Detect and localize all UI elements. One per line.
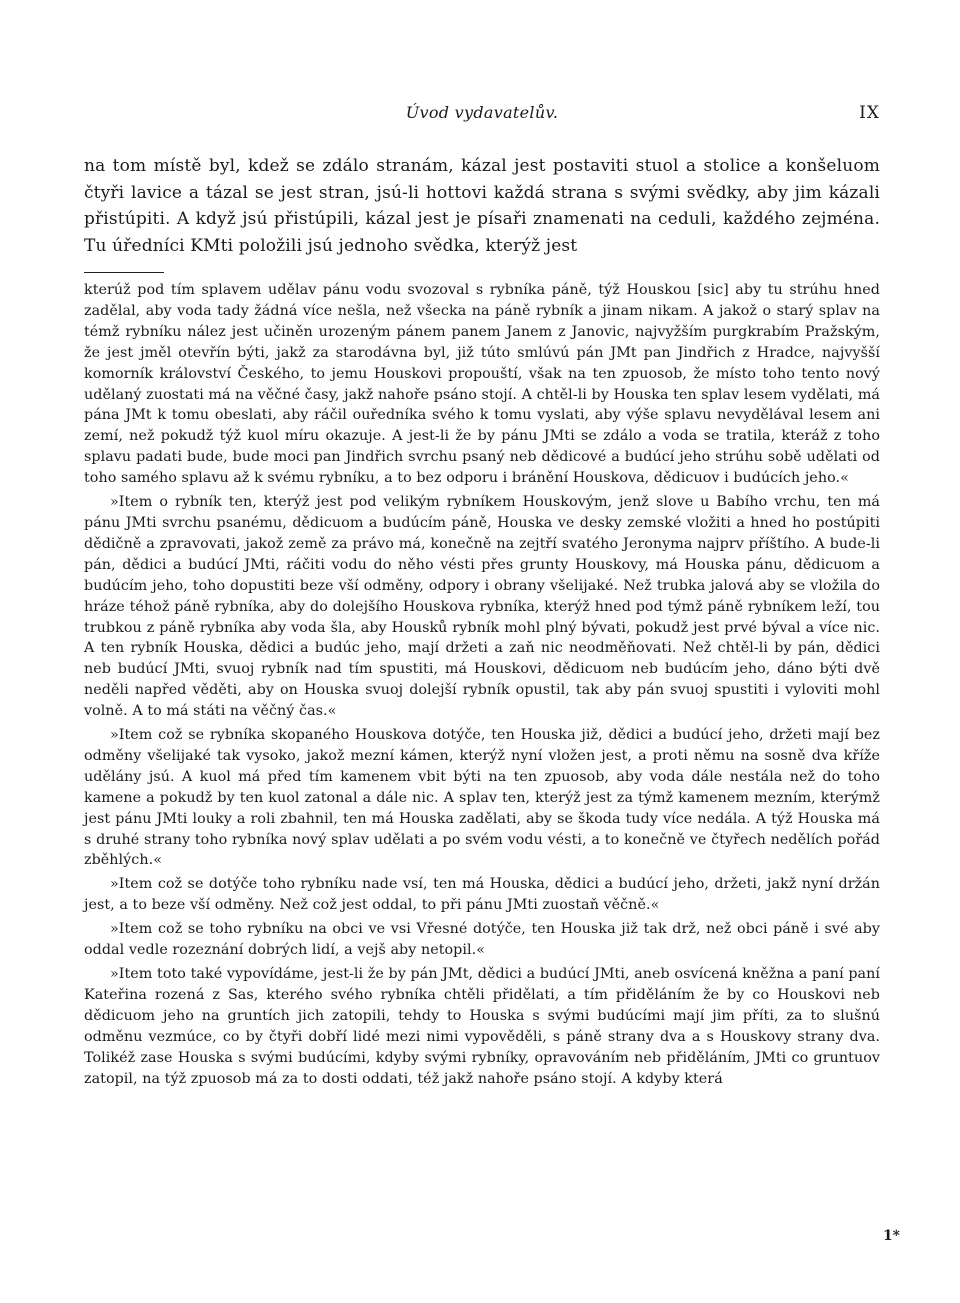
signature-mark: 1* xyxy=(882,1228,900,1244)
footnotes xyxy=(84,280,880,1089)
footnote-paragraph: »Item což se dotýče toho rybníku nade vsí, ten má Houska, dědici a budúcí jeho, držeti, jakž nyní držán jest, a to beze vší odměny. Než což jest oddal, to při pánu JMti zuostaň věčně.« xyxy=(84,876,880,914)
main-text-paragraph: na tom místě byl, kdež se zdálo stranám, kázal jest postaviti stuol a stolice a konšeluom čtyři lavice a tázal se jest stran, jsú-li hottovi každá strana s svými svědky, aby jim kázali přistúpiti. A když jsú přistúpili, kázal jest je písaři znamenati na ceduli, každého zejména. Tu úředníci KMti položili jsú jednoho svědka, kterýž jest xyxy=(84,156,880,256)
running-head xyxy=(84,101,880,125)
footnote-paragraph: kterúž pod tím splavem udělav pánu vodu svozoval s rybníka páně, týž Houskou [sic] aby tu strúhu hned zadělal, aby voda tady žádná více nešla, než všecka na páně rybník a jinam nikam. A jakož o starý splav na témž rybníku nález jest učiněn urozeným pánem panem Janem z Janovic, najvyžším purgkrabím Pražským, že jest jměl otevřín býti, jakž za starodávna byl, již túto smlúvú pán JMt pan Jindřich z Hradce, najvyšší komorník království Českého, to jemu Houskovi propouští, však na ten zpuosob, že místo toho tento nový udělaný zuostati má na věčné časy, jakž nahoře psáno stojí. A chtěl-li by Houska ten splav lesem vydělati, má pána JMt k tomu obeslati, aby ráčil ouředníka svého k tomu vyslati, aby výše splavu nevydělával lesem ani zemí, než pokudž týž kuol míru okazuje. A jest-li že by pánu JMti se zdálo a voda se tratila, kteráž z toho splavu padati bude, bude moci pan Jindřich svrchu psaný neb dědicové a budúcí jeho strúhu sobě udělati od toho samého splavu až k svému rybníku, a to bez odporu i bránění Houskova, dědicuov i budúcích jeho.« xyxy=(84,282,881,487)
footnote-divider xyxy=(84,272,164,273)
footnote-paragraph: »Item což se rybníka skopaného Houskova dotýče, ten Houska již, dědici a budúcí jeho, držeti mají bez odměny všelijaké tak vysoko, jakož mezní kámen, kterýž nyní vložen jest, a proti němu na sosně dva kříže udělány jsú. A kuol má před tím kamenem vbit býti na ten zpuosob, aby voda dále nestála než do toho kamene a pokudž by ten kuol zatonal a dále nic. A splav ten, kterýž jest za týmž kamenem mezním, kterýmž jest pánu JMti louky a roli zbahnil, ten má Houska zadělati, aby se škoda tudy více nedála. A týž Houska má s druhé strany toho rybníka nový splav udělati a po svém vodu vésti, a to konečně ve čtyřech nedělích pořád zběhlých.« xyxy=(84,727,880,869)
page-number: IX xyxy=(859,103,880,123)
footnote-paragraph: »Item toto také vypovídáme, jest-li že by pán JMt, dědici a budúcí JMti, aneb osvícená kněžna a paní paní Kateřina rozená z Sas, kterého svého rybníka chtěli přidělati, a tím přiděláním že by co Houskovi neb dědicuom jeho na gruntích jich zatopili, tehdy to Houska s svými budúcími mají jim příti, za to slušnú odměnu vezmúce, co by čtyři dobří lidé mezi nimi vypověděli, s páně strany dva a s Houskovy strany dva. Tolikéž zase Houska s svými budúcími, kdyby svými rybníky, opravováním neb přiděláním, JMti co gruntuov zatopil, na týž zpuosob má za to dosti oddati, též jakž nahoře psáno stojí. A kdyby která xyxy=(84,966,880,1087)
running-title: Úvod vydavatelův. xyxy=(405,103,559,122)
footnote-paragraph: »Item o rybník ten, kterýž jest pod velikým rybníkem Houskovým, jenž slove u Babího vrchu, ten má pánu JMti svrchu psanému, dědicuom a budúcím páně, Houska ve desky zemské vložiti a hned ho postúpiti dědičně a zpravovati, jakož země za právo má, konečně na zejtří svatého Jeronyma najprv příštího. A bude-li pán, dědici a budúcí JMti, ráčiti vodu do něho vésti přes grunty Houskovy, má Houska pánu, dědicuom a budúcím jeho, toho dopustiti beze vší odměny, odpory i obrany všelijaké. Než trubka jalová aby se vložila do hráze téhož páně rybníka, aby do dolejšího Houskova rybníka, kterýž hned pod týmž páně rybníkem leží, tou trubkou z páně rybníka aby voda šla, aby Housků rybník mohl plný bývati, pokudž jest prvé býval a více nic. A ten rybník Houska, dědici a budúc jeho, mají držeti a zaň nic neodměňovati. Než chtěl-li by pán, dědici neb budúcí JMti, svuoj rybník nad tím spustiti, má Houskovi, dědicuom neb budúcím jeho, dáno býti dvě neděli napřed věděti, aby on Houska svuoj dolejší rybník opustil, tak aby pán svuoj spustiti i vyloviti mohl volně. A to má státi na věčný čas.« xyxy=(84,494,880,720)
footnote-paragraph: »Item což se toho rybníku na obci ve vsi Vřesné dotýče, ten Houska již tak drž, než obci páně i své aby oddal vedle rozeznání dobrých lidí, a vejš aby netopil.« xyxy=(84,921,880,959)
